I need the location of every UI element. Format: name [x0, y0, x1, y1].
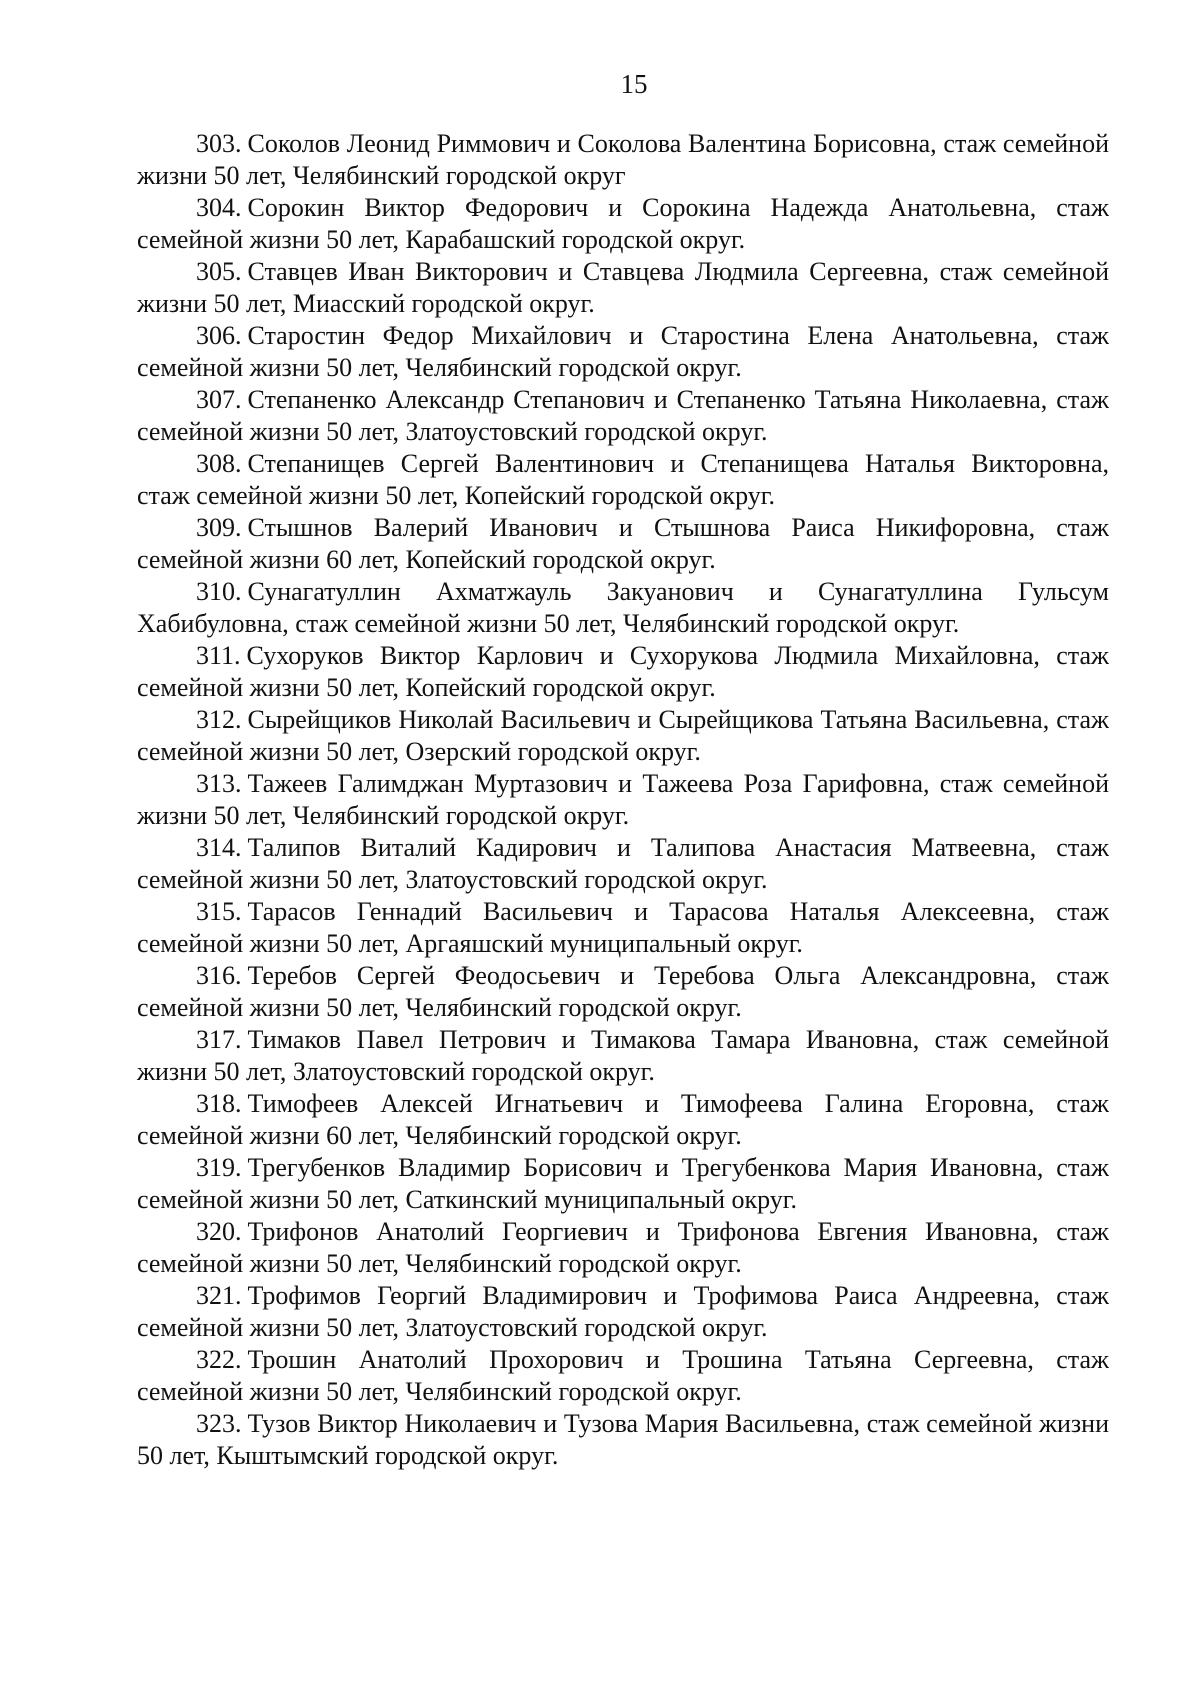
entry-number: 303.	[196, 129, 242, 158]
entry-text: Степанищев Сергей Валентинович и Степанищева Наталья Викторовна, стаж семейной жизни 50 лет, Копейский городской округ.	[137, 449, 1109, 510]
list-item	[137, 1216, 1109, 1280]
entry-number: 313.	[196, 769, 242, 798]
entry-text: Тажеев Галимджан Муртазович и Тажеева Роза Гарифовна, стаж семейной жизни 50 лет, Челябинский городской округ.	[137, 769, 1109, 830]
entry-text: Трифонов Анатолий Георгиевич и Трифонова Евгения Ивановна, стаж семейной жизни 50 лет, Челябинский городской округ.	[137, 1217, 1109, 1278]
list-item	[137, 192, 1109, 256]
entry-number: 317.	[196, 1025, 242, 1054]
entry-text: Талипов Виталий Кадирович и Талипова Анастасия Матвеевна, стаж семейной жизни 50 лет, Златоустовский городской округ.	[137, 833, 1109, 894]
list-item	[137, 448, 1109, 512]
entry-number: 304.	[196, 193, 242, 222]
list-item	[137, 1280, 1109, 1344]
entry-text: Сунагатуллин Ахматжауль Закуанович и Сунагатуллина Гульсум Хабибуловна, стаж семейной жизни 50 лет, Челябинский городской округ.	[137, 577, 1109, 638]
list-item	[137, 1088, 1109, 1152]
entry-number: 322.	[196, 1345, 242, 1374]
entry-number: 309.	[196, 513, 242, 542]
entry-text: Стышнов Валерий Иванович и Стышнова Раиса Никифоровна, стаж семейной жизни 60 лет, Копейский городской округ.	[137, 513, 1109, 574]
list-item	[137, 576, 1109, 640]
entry-text: Старостин Федор Михайлович и Старостина Елена Анатольевна, стаж семейной жизни 50 лет, Челябинский городской округ.	[137, 321, 1109, 382]
entry-number: 306.	[196, 321, 242, 350]
list-item	[137, 1408, 1109, 1472]
list-item	[137, 640, 1109, 704]
entry-text: Тарасов Геннадий Васильевич и Тарасова Наталья Алексеевна, стаж семейной жизни 50 лет, Аргаяшский муниципальный округ.	[137, 897, 1109, 958]
entry-text: Теребов Сергей Феодосьевич и Теребова Ольга Александровна, стаж семейной жизни 50 лет, Челябинский городской округ.	[137, 961, 1109, 1022]
list-item	[137, 1344, 1109, 1408]
entry-text: Тузов Виктор Николаевич и Тузова Мария Васильевна, стаж семейной жизни 50 лет, Кыштымский городской округ.	[137, 1409, 1109, 1470]
entry-number: 311.	[196, 641, 241, 670]
entry-number: 319.	[196, 1153, 242, 1182]
entry-text: Трегубенков Владимир Борисович и Трегубенкова Мария Ивановна, стаж семейной жизни 50 лет, Саткинский муниципальный округ.	[137, 1153, 1109, 1214]
entry-text: Ставцев Иван Викторович и Ставцева Людмила Сергеевна, стаж семейной жизни 50 лет, Миасский городской округ.	[137, 257, 1109, 318]
entry-list	[137, 128, 1109, 1472]
list-item	[137, 512, 1109, 576]
list-item	[137, 960, 1109, 1024]
entry-text: Сырейщиков Николай Васильевич и Сырейщикова Татьяна Васильевна, стаж семейной жизни 50 лет, Озерский городской округ.	[137, 705, 1109, 766]
list-item	[137, 1024, 1109, 1088]
entry-number: 323.	[196, 1409, 242, 1438]
entry-number: 307.	[196, 385, 242, 414]
entry-text: Трошин Анатолий Прохорович и Трошина Татьяна Сергеевна, стаж семейной жизни 50 лет, Челябинский городской округ.	[137, 1345, 1109, 1406]
list-item	[137, 704, 1109, 768]
entry-number: 312.	[196, 705, 242, 734]
list-item	[137, 1152, 1109, 1216]
list-item	[137, 384, 1109, 448]
list-item	[137, 896, 1109, 960]
list-item	[137, 832, 1109, 896]
list-item	[137, 320, 1109, 384]
entry-text: Сухоруков Виктор Карлович и Сухорукова Людмила Михайловна, стаж семейной жизни 50 лет, Копейский городской округ.	[137, 641, 1109, 702]
entry-number: 320.	[196, 1217, 242, 1246]
list-item	[137, 256, 1109, 320]
entry-number: 310.	[196, 577, 242, 606]
list-item	[137, 768, 1109, 832]
entry-text: Степаненко Александр Степанович и Степаненко Татьяна Николаевна, стаж семейной жизни 50 лет, Златоустовский городской округ.	[137, 385, 1109, 446]
entry-number: 314.	[196, 833, 242, 862]
entry-text: Трофимов Георгий Владимирович и Трофимова Раиса Андреевна, стаж семейной жизни 50 лет, Златоустовский городской округ.	[137, 1281, 1109, 1342]
page-number: 15	[620, 69, 648, 99]
entry-text: Соколов Леонид Риммович и Соколова Валентина Борисовна, стаж семейной жизни 50 лет, Челябинский городской округ	[137, 129, 1109, 190]
entry-number: 321.	[196, 1281, 242, 1310]
entry-number: 316.	[196, 961, 242, 990]
entry-number: 318.	[196, 1089, 242, 1118]
entry-text: Тимаков Павел Петрович и Тимакова Тамара Ивановна, стаж семейной жизни 50 лет, Златоустовский городской округ.	[137, 1025, 1109, 1086]
entry-number: 308.	[196, 449, 242, 478]
entry-text: Сорокин Виктор Федорович и Сорокина Надежда Анатольевна, стаж семейной жизни 50 лет, Карабашский городской округ.	[137, 193, 1109, 254]
entry-text: Тимофеев Алексей Игнатьевич и Тимофеева Галина Егоровна, стаж семейной жизни 60 лет, Челябинский городской округ.	[137, 1089, 1109, 1150]
entry-number: 315.	[196, 897, 242, 926]
list-item	[137, 128, 1109, 192]
entry-number: 305.	[196, 257, 242, 286]
